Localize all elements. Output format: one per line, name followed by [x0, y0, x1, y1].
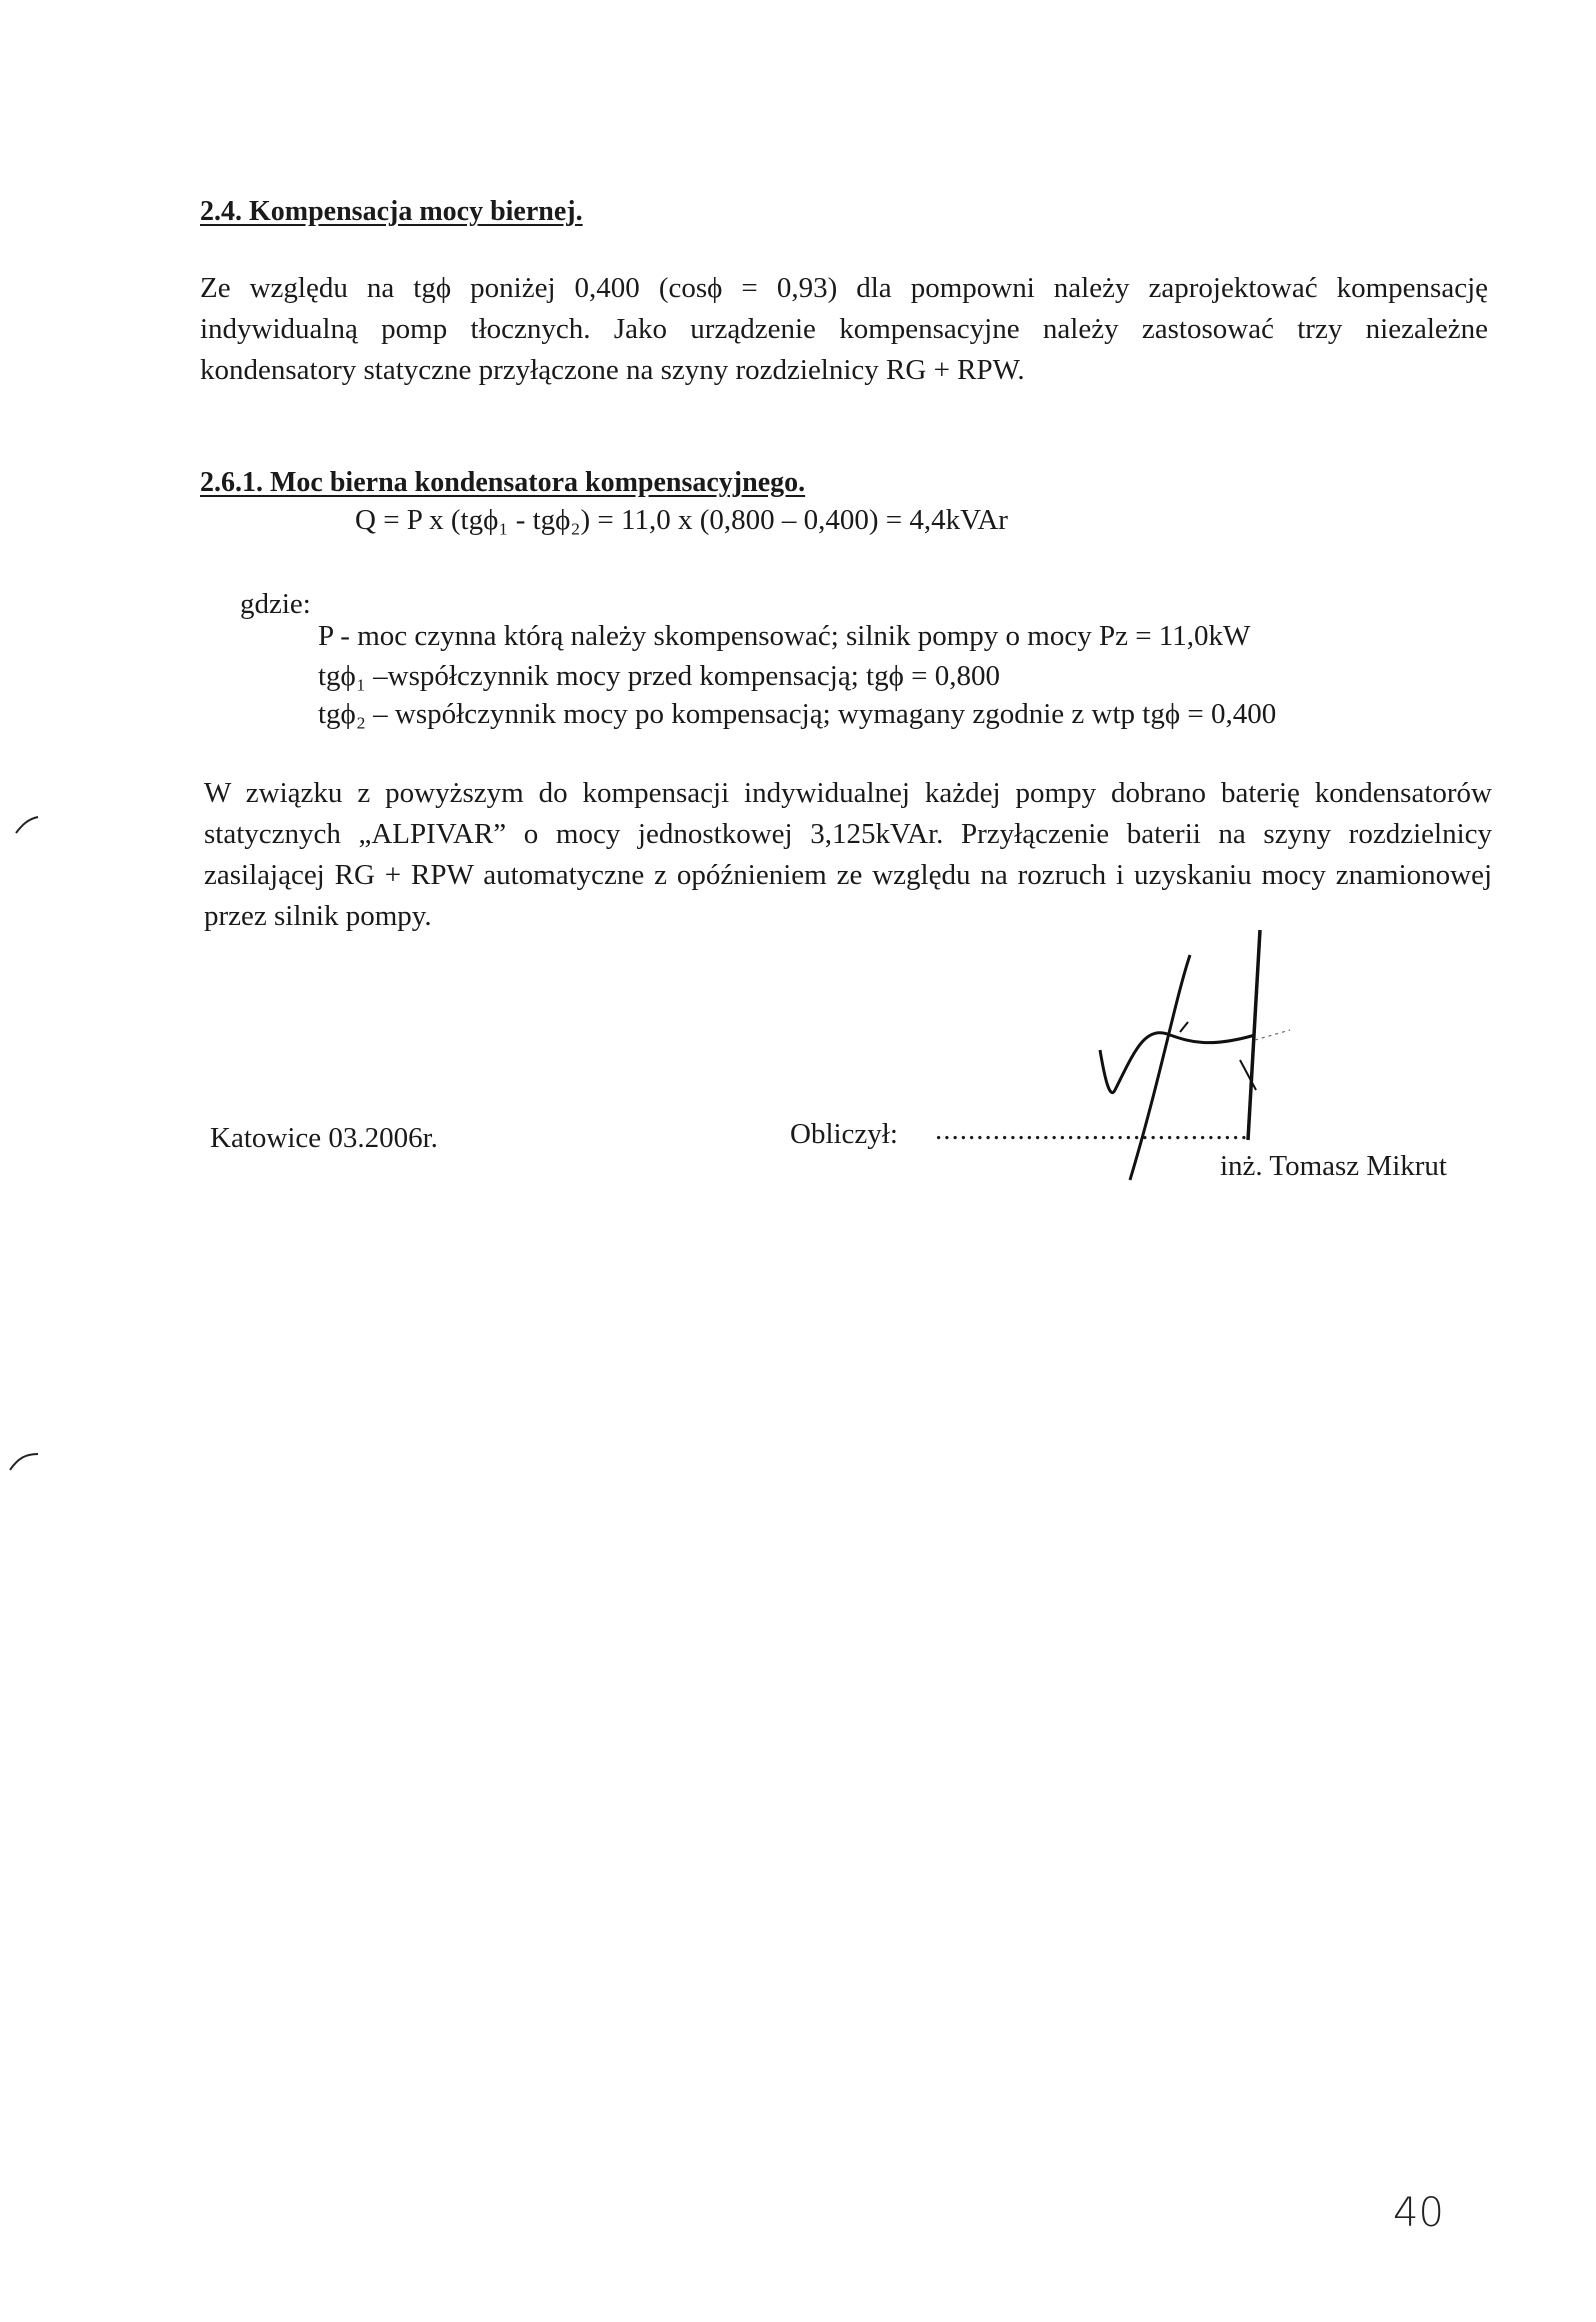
definition-line: P - moc czynna którą należy skompensować; silnik pompy o mocy Pᴢ = 11,0kW	[318, 620, 1251, 652]
section-2-6-1-heading: 2.6.1. Moc bierna kondensatora kompensacyjnego.	[200, 467, 806, 498]
page-number: 40	[1393, 2190, 1444, 2236]
signature-dotted-line: ......................................	[935, 1114, 1249, 1146]
margin-mark	[14, 815, 44, 835]
computed-by-label: Obliczył:	[790, 1118, 898, 1150]
section-2-4-heading: 2.4. Kompensacja mocy biernej.	[200, 196, 583, 227]
section-2-6-1-paragraph: W związku z powyższym do kompensacji indywidualnej każdej pompy dobrano baterię kondensatorów statycznych „ALPIVAR” o mocy jednostkowej 3,125kVAr. Przyłączenie baterii na szyny rozdzielnicy zasilającej RG + RPW automatyczne z opóźnieniem ze względu na rozruch i uzyskaniu mocy znamionowej przez silnik pompy.	[204, 777, 1492, 932]
definition-line: tgϕ₂ – współczynnik mocy po kompensacją; wymagany zgodnie z wtp tgϕ = 0,400	[318, 698, 1277, 730]
author-name: inż. Tomasz Mikrut	[1220, 1150, 1447, 1182]
handwritten-signature	[1080, 930, 1340, 1190]
reactive-power-formula: Q = P x (tgϕ₁ - tgϕ₂) = 11,0 x (0,800 – 0,400) = 4,4kVAr	[355, 504, 1008, 536]
margin-mark	[8, 1450, 42, 1472]
definition-line: tgϕ₁ –współczynnik mocy przed kompensacją; tgϕ = 0,800	[318, 660, 1000, 692]
where-label: gdzie:	[240, 588, 311, 620]
place-date: Katowice 03.2006r.	[210, 1122, 438, 1154]
section-2-4-paragraph: Ze względu na tgϕ poniżej 0,400 (cosϕ = 0,93) dla pompowni należy zaprojektować kompensację indywidualną pomp tłocznych. Jako urządzenie kompensacyjne należy zastosować trzy niezależne kondensatory statyczne przyłączone na szyny rozdzielnicy RG + RPW.	[200, 272, 1488, 386]
